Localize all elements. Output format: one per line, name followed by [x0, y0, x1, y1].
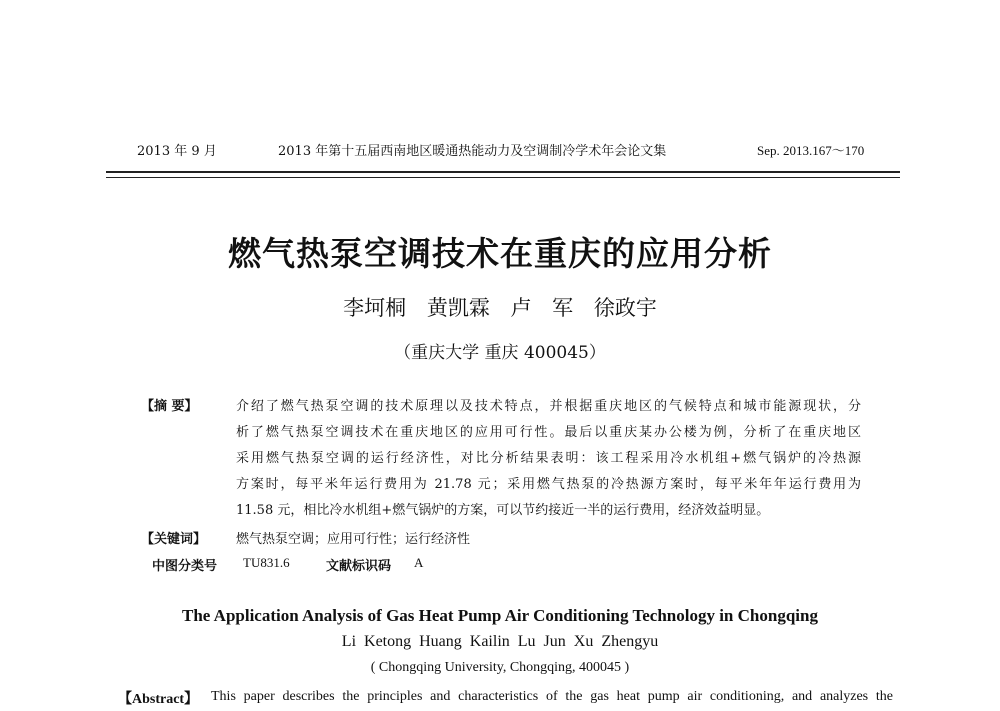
english-abstract-text: This paper describes the principles and characteristics of the gas heat pump air conditioning, and analyzes the	[211, 689, 893, 704]
english-title: The Application Analysis of Gas Heat Pump Air Conditioning Technology in Chongqing	[182, 606, 818, 625]
header-proceedings: 2013 年第十五届西南地区暖通热能动力及空调制冷学术年会论文集	[278, 144, 667, 159]
header-date: 2013 年 9 月	[137, 144, 217, 159]
english-abstract-label: 【Abstract】	[118, 692, 199, 707]
paper-authors: 李坷桐 黄凯霖 卢 军 徐政宇	[343, 296, 657, 320]
abstract-line: 11.58 元，相比冷水机组+燃气锅炉的方案，可以节约接近一半的运行费用，经济效益明显。	[236, 503, 770, 518]
doc-code-value: A	[414, 555, 424, 570]
classification-label: 中图分类号	[152, 559, 218, 574]
keywords-value: 燃气热泵空调；应用可行性；运行经济性	[236, 532, 471, 547]
abstract-line: 介绍了燃气热泵空调的技术原理以及技术特点，并根据重庆地区的气候特点和城市能源现状，分	[236, 399, 861, 414]
english-affiliation: ( Chongqing University, Chongqing, 400045 )	[370, 660, 630, 675]
header-rule-thin	[106, 177, 900, 178]
classification-value: TU831.6	[243, 555, 290, 570]
abstract-line: 方案时，每平米年运行费用为 21.78 元；采用燃气热泵的冷热源方案时，每平米年年运行费用为	[236, 477, 861, 492]
header-pages: Sep. 2013.167～170	[757, 143, 865, 158]
paper-title: 燃气热泵空调技术在重庆的应用分析	[228, 234, 772, 273]
doc-code-label: 文献标识码	[326, 559, 392, 574]
header-rule-thick	[106, 171, 900, 173]
english-authors: Li Ketong Huang Kailin Lu Jun Xu Zhengyu	[341, 633, 659, 650]
paper-affiliation: （重庆大学 重庆 400045）	[394, 343, 606, 363]
abstract-line: 采用燃气热泵空调的运行经济性，对比分析结果表明：该工程采用冷水机组+燃气锅炉的冷热源	[236, 451, 861, 466]
abstract-label: 【摘 要】	[141, 399, 198, 414]
abstract-line: 析了燃气热泵空调技术在重庆地区的应用可行性。最后以重庆某办公楼为例，分析了在重庆地区	[236, 425, 861, 440]
keywords-label: 【关键词】	[141, 532, 207, 547]
